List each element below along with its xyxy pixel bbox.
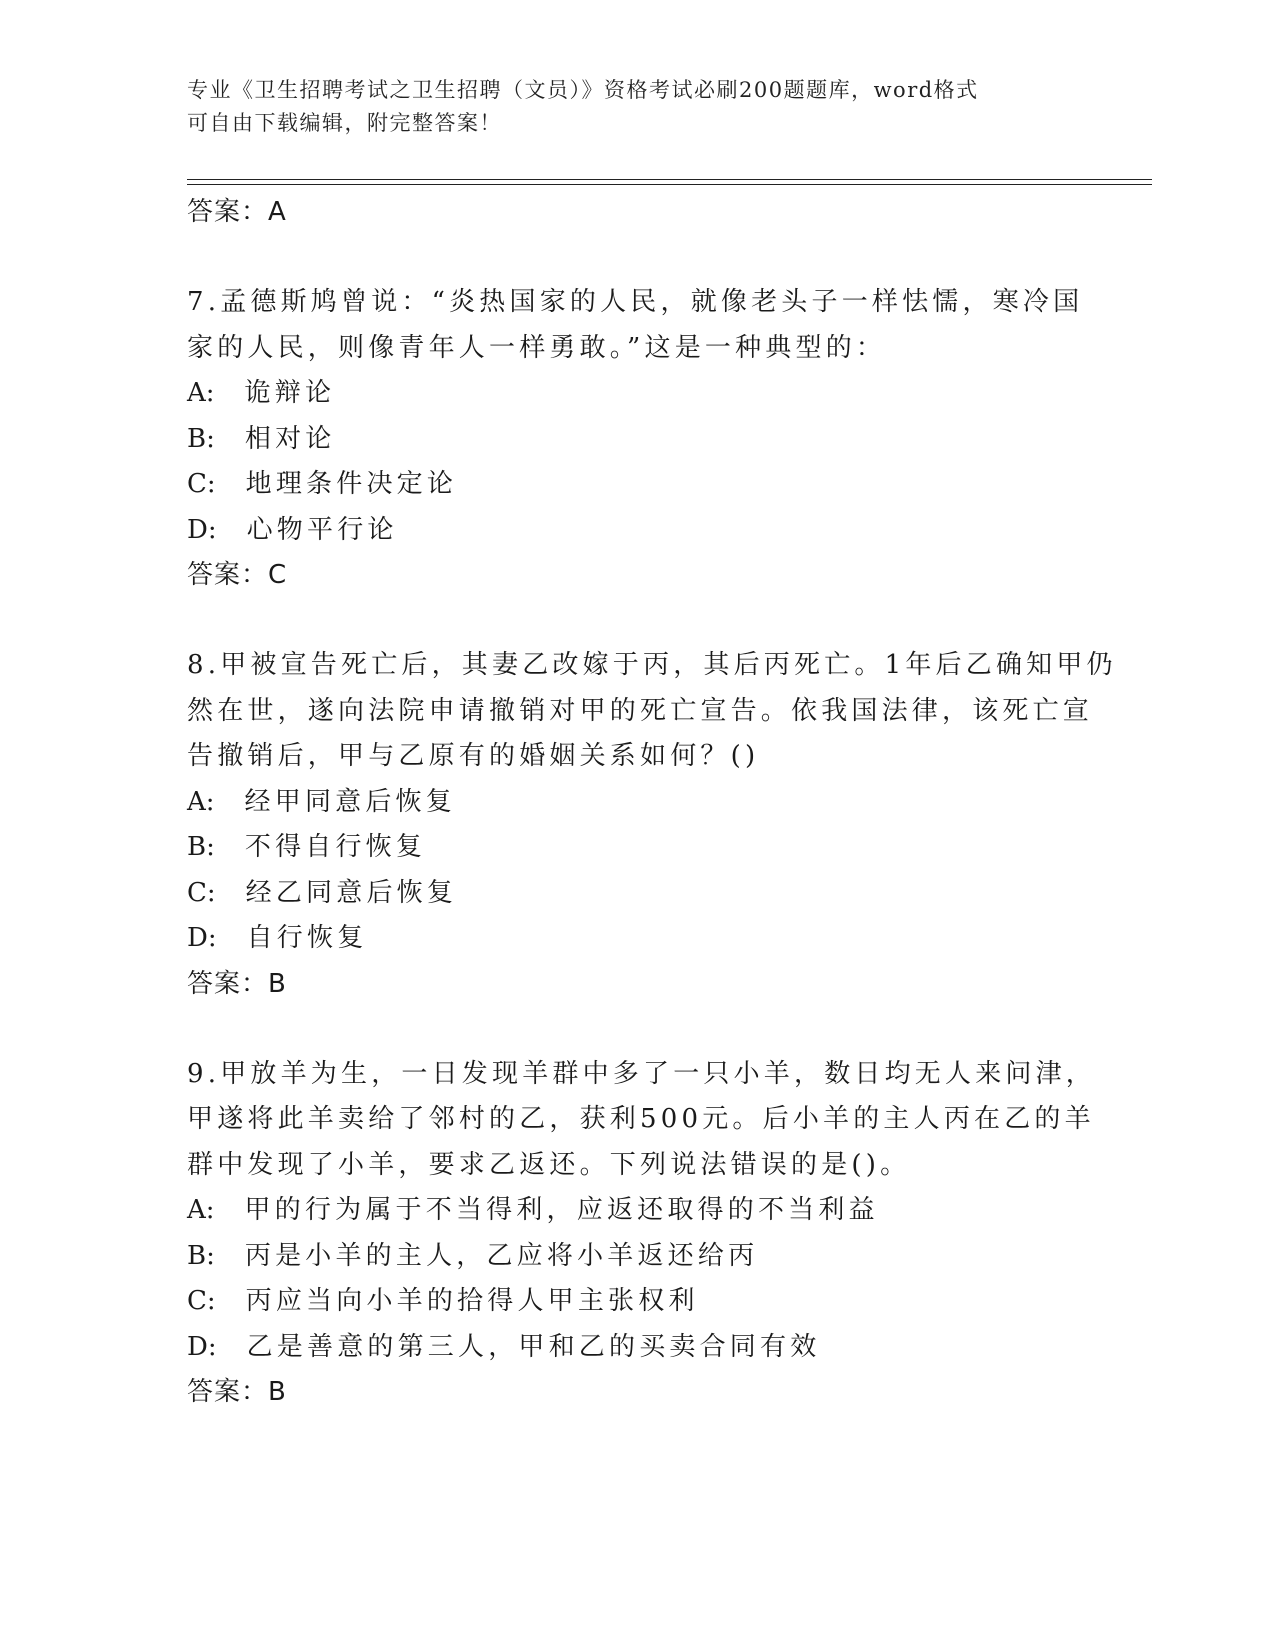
- answer-option: [187, 371, 1087, 417]
- question-item: [187, 643, 1117, 1006]
- answer-label: 答案：C: [187, 560, 288, 590]
- header-divider-bottom: [187, 184, 1152, 185]
- question-stem: 群中发现了小羊，要求乙返还。下列说法错误的是()。: [187, 1149, 911, 1180]
- header-divider-top: [187, 179, 1152, 180]
- answer-option: [187, 1234, 1087, 1280]
- answer-option: [187, 916, 1087, 962]
- document-header: [187, 74, 1067, 140]
- option-text: 地理条件决定论: [245, 469, 458, 499]
- answer-option: [187, 780, 1087, 826]
- answer-option: [187, 417, 1087, 463]
- option-key: C:: [187, 469, 216, 499]
- question-stem: 8.甲被宣告死亡后，其妻乙改嫁于丙，其后丙死亡。1年后乙确知甲仍: [187, 650, 1117, 680]
- option-key: C:: [187, 1286, 216, 1316]
- option-text: 经乙同意后恢复: [245, 877, 458, 908]
- option-key: D:: [187, 514, 217, 545]
- document-body: [187, 190, 1117, 1414]
- answer-option: [187, 1279, 1087, 1325]
- header-title-line-2: 可自由下载编辑，附完整答案！: [187, 111, 502, 135]
- option-text: 乙是善意的第三人，甲和乙的买卖合同有效: [246, 1331, 821, 1362]
- option-key: A:: [187, 378, 215, 408]
- option-key: B:: [187, 832, 215, 862]
- answer-option: [187, 462, 1087, 508]
- question-stem: 家的人民，则像青年人一样勇敢。”这是一种典型的：: [187, 332, 887, 363]
- question-stem: 甲遂将此羊卖给了邻村的乙，获利500元。后小羊的主人丙在乙的羊: [187, 1104, 1095, 1134]
- option-key: D:: [187, 923, 217, 953]
- option-text: 甲的行为属于不当得利，应返还取得的不当利益: [244, 1195, 879, 1225]
- option-key: C:: [187, 877, 216, 908]
- answer-label: 答案：A: [187, 197, 287, 227]
- answer-option: [187, 871, 1087, 917]
- answer-option: [187, 508, 1087, 554]
- option-text: 心物平行论: [246, 514, 398, 545]
- option-text: 自行恢复: [246, 923, 368, 953]
- header-title-line-1: 专业《卫生招聘考试之卫生招聘（文员）》资格考试必刷200题题库，word格式: [187, 78, 979, 102]
- question-item: [187, 280, 1087, 597]
- question-stem: 7.孟德斯鸠曾说：“炎热国家的人民，就像老头子一样怯懦，寒冷国: [187, 287, 1084, 317]
- question-stem: 9.甲放羊为生，一日发现羊群中多了一只小羊，数日均无人来问津，: [187, 1058, 1097, 1089]
- question-stem: 告撤销后，甲与乙原有的婚姻关系如何？(): [187, 741, 760, 771]
- answer-option: [187, 825, 1087, 871]
- answer-option: [187, 1188, 1087, 1234]
- option-key: D:: [187, 1331, 217, 1362]
- option-key: A:: [187, 1195, 215, 1225]
- option-text: 不得自行恢复: [244, 832, 427, 862]
- answer-option: [187, 1325, 1087, 1371]
- option-key: B:: [187, 1240, 215, 1271]
- question-stem: 然在世，遂向法院申请撤销对甲的死亡宣告。依我国法律，该死亡宣: [187, 695, 1094, 726]
- question-item: [187, 1052, 1097, 1415]
- option-key: B:: [187, 423, 215, 454]
- option-text: 丙是小羊的主人，乙应将小羊返还给丙: [244, 1240, 759, 1271]
- answer-label: 答案：B: [187, 968, 287, 999]
- option-key: A:: [187, 786, 215, 817]
- option-text: 丙应当向小羊的拾得人甲主张权利: [245, 1286, 699, 1316]
- option-text: 诡辩论: [244, 378, 336, 408]
- answer-label: 答案：B: [187, 1377, 287, 1407]
- option-text: 相对论: [244, 423, 336, 454]
- option-text: 经甲同意后恢复: [244, 786, 456, 817]
